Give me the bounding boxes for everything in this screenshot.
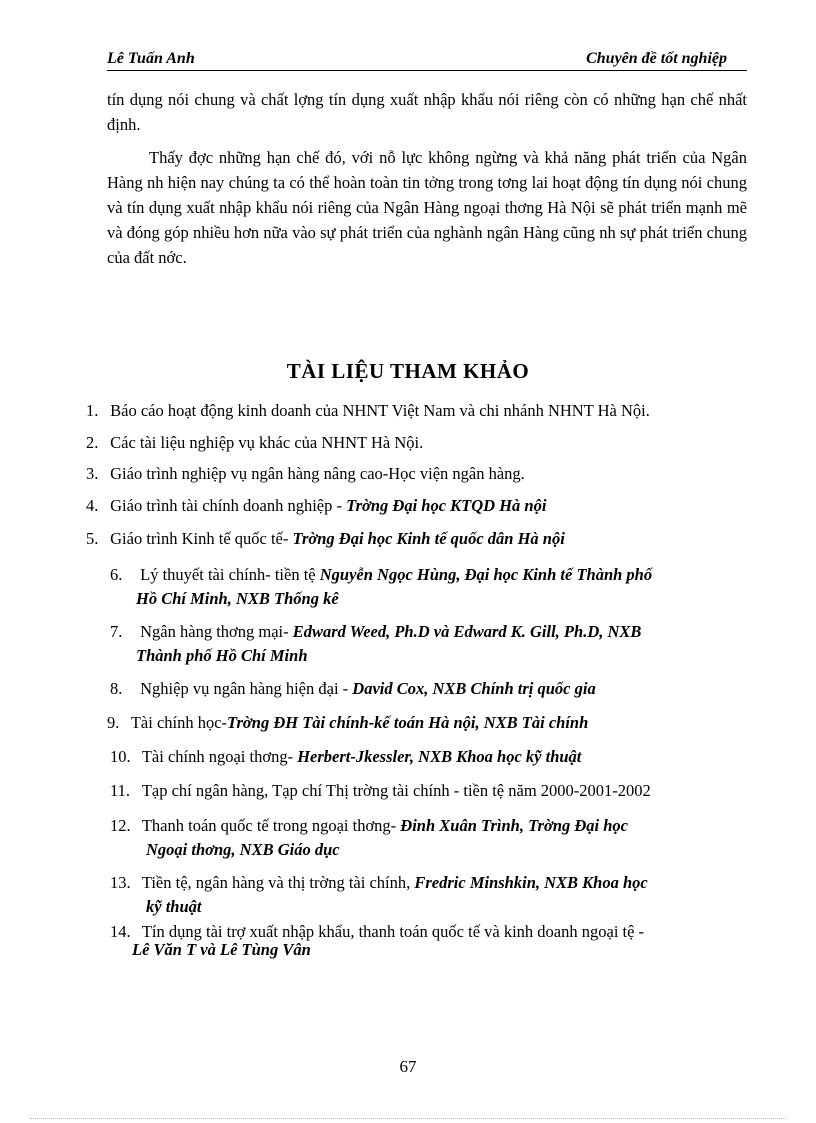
reference-number: 2. xyxy=(86,433,99,452)
reference-continuation: Ngoại thơng, NXB Giáo dục xyxy=(146,840,340,859)
reference-text: Tạp chí ngân hàng, Tạp chí Thị trờng tài chính - tiền tệ năm 2000-2001-2002 xyxy=(141,781,651,800)
reference-text: Các tài liệu nghiệp vụ khác của NHNT Hà Nội. xyxy=(110,433,424,452)
header-author: Lê Tuấn Anh xyxy=(107,50,195,67)
body-paragraph-2: Thấy đợc những hạn chế đó, với nỗ lực không ngừng và khả năng phát triển của Ngân Hàng nh hiện nay chúng ta có thể hoàn toàn tin tởng trong tơng lai hoạt động tín dụng nói chung và tín dụng xuất nhập khẩu nói riêng của Ngân Hàng ngoại thơng Hà Nội sẽ phát triển mạnh mẽ và đóng góp nhiều hơn nữa vào sự phát triển của nghành ngân Hàng cũng nh sự phát triển chung của đất nớc. xyxy=(107,148,747,267)
reference-text: Tài chính ngoại thơng- xyxy=(141,747,298,766)
reference-item xyxy=(86,431,423,455)
reference-text: Tài chính học- xyxy=(130,713,228,732)
reference-bold: Herbert-Jkessler, NXB Khoa học kỹ thuật xyxy=(297,747,582,766)
reference-number: 1. xyxy=(86,401,99,420)
references-title: TÀI LIỆU THAM KHẢO xyxy=(286,359,530,383)
reference-number: 14. xyxy=(110,922,131,941)
reference-bold: Trờng Đại học KTQD Hà nội xyxy=(346,496,547,515)
reference-bold: Trờng ĐH Tài chính-kế toán Hà nội, NXB Tài chính xyxy=(227,713,589,732)
page-header xyxy=(107,48,747,71)
reference-text: Tiền tệ, ngân hàng và thị trờng tài chính, xyxy=(141,873,415,892)
body-paragraph-1: tín dụng nói chung và chất lợng tín dụng xuất nhập khẩu nói riêng còn có những hạn chế nhất định. xyxy=(107,90,747,134)
reference-number: 12. xyxy=(110,816,131,835)
reference-item xyxy=(86,527,565,551)
reference-bold: Đinh Xuân Trình, Trờng Đại học xyxy=(400,816,629,835)
reference-item xyxy=(110,814,628,862)
reference-text: Giáo trình tài chính doanh nghiệp - xyxy=(110,496,347,515)
reference-item xyxy=(86,462,525,486)
reference-item xyxy=(110,871,648,919)
reference-number: 5. xyxy=(86,529,99,548)
reference-bold: Nguyễn Ngọc Hùng, Đại học Kinh tế Thành phố xyxy=(319,565,653,584)
reference-text: Giáo trình nghiệp vụ ngân hàng nâng cao-Học viện ngân hàng. xyxy=(110,464,525,483)
reference-number: 3. xyxy=(86,464,99,483)
reference-number: 9. xyxy=(107,713,120,732)
reference-bold: Trờng Đại học Kinh tế quốc dân Hà nội xyxy=(292,529,565,548)
reference-number: 6. xyxy=(110,565,123,584)
reference-continuation: Thành phố Hồ Chí Minh xyxy=(136,646,308,665)
reference-item xyxy=(110,779,651,803)
page-number: 67 xyxy=(399,1057,417,1076)
reference-item xyxy=(86,494,546,518)
reference-bold: Edward Weed, Ph.D và Edward K. Gill, Ph.D, NXB xyxy=(292,622,642,641)
reference-item xyxy=(110,620,641,668)
reference-bold: Fredric Minshkin, NXB Khoa học xyxy=(414,873,648,892)
reference-item xyxy=(110,745,581,769)
reference-number: 8. xyxy=(110,679,123,698)
reference-text: Nghiệp vụ ngân hàng hiện đại - xyxy=(140,679,353,698)
reference-bold: David Cox, NXB Chính trị quốc gia xyxy=(352,679,596,698)
reference-number: 4. xyxy=(86,496,99,515)
reference-item xyxy=(107,711,588,735)
reference-text: Ngân hàng thơng mại- xyxy=(140,622,293,641)
reference-continuation: Hồ Chí Minh, NXB Thống kê xyxy=(136,589,339,608)
reference-text: Giáo trình Kinh tế quốc tế- xyxy=(110,529,293,548)
reference-number: 10. xyxy=(110,747,131,766)
reference-item xyxy=(86,399,650,423)
reference-continuation: kỹ thuật xyxy=(146,897,202,916)
reference-text: Báo cáo hoạt động kinh doanh của NHNT Việt Nam và chi nhánh NHNT Hà Nội. xyxy=(110,401,650,420)
reference-item xyxy=(110,677,596,701)
reference-text: Tín dụng tài trợ xuất nhập khẩu, thanh toán quốc tế và kinh doanh ngoại tệ - xyxy=(141,922,645,941)
reference-text: Thanh toán quốc tế trong ngoại thơng- xyxy=(141,816,401,835)
reference-item xyxy=(110,563,652,611)
header-doc-type: Chuyên đề tốt nghiệp xyxy=(586,50,727,67)
page-bottom-divider xyxy=(30,1118,786,1119)
reference-continuation: Lê Văn T và Lê Tùng Vân xyxy=(132,940,311,959)
reference-number: 7. xyxy=(110,622,123,641)
reference-number: 13. xyxy=(110,873,131,892)
reference-item xyxy=(110,923,644,959)
reference-text: Lý thuyết tài chính- tiền tệ xyxy=(140,565,320,584)
reference-number: 11. xyxy=(110,781,131,800)
